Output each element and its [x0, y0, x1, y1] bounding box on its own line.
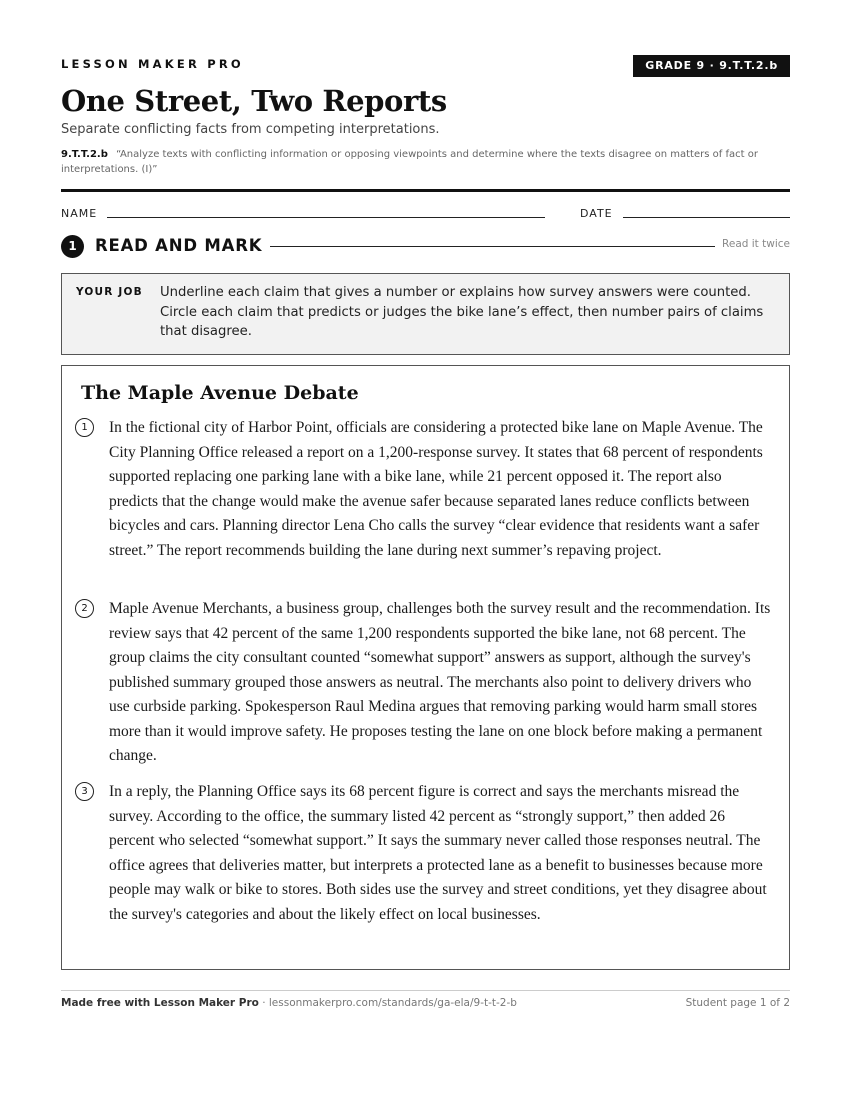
section-divider — [270, 246, 715, 247]
reading-passage-box — [61, 365, 790, 970]
paragraph-text: In a reply, the Planning Office says its 68 percent figure is correct and says the merchants misread the survey. According to the office, the summary listed 42 percent as “strongly support,” then added 26 percent who selected “somewhat support.” It says the summary never called those responses neutral. The office agrees that deliveries matter, but interprets a protected lane as a benefit to businesses because more people may walk or bike to stores. Both sides use the survey and street conditions, yet they disagree about the survey's categories and about the likely effect on local businesses. — [109, 783, 767, 923]
grade-badge: GRADE 9 · 9.T.T.2.b — [633, 55, 790, 77]
page-number: Student page 1 of 2 — [685, 997, 790, 1009]
name-date-row — [61, 206, 790, 222]
paragraph-number: 3 — [75, 782, 94, 801]
page-footer — [61, 997, 790, 1009]
paragraph-number: 1 — [75, 418, 94, 437]
header-divider — [61, 189, 790, 192]
date-field-line[interactable] — [623, 217, 790, 218]
name-label: NAME — [61, 207, 98, 220]
page-title: One Street, Two Reports — [61, 84, 447, 118]
standard-description — [61, 147, 790, 177]
paragraph-text: Maple Avenue Merchants, a business group, challenges both the survey result and the recommendation. Its review says that 42 percent of the same 1,200 respondents supported the bike lane, not 68 percent. The group claims the city consultant counted “somewhat support” answers as support, although the survey's published summary grouped those answers as neutral. The merchants also point to delivery drivers who use curbside parking. Spokesperson Raul Medina argues that removing parking would harm small stores more than it would improve safety. He proposes testing the lane on one block before making a permanent change. — [109, 600, 771, 764]
passage-title: The Maple Avenue Debate — [81, 382, 359, 404]
name-field-line[interactable] — [107, 217, 545, 218]
standard-text: “Analyze texts with conflicting information or opposing viewpoints and determine where the texts disagree on matters of fact or interpretations. (I)” — [61, 149, 758, 175]
section-header — [61, 235, 790, 259]
top-bar — [61, 56, 790, 78]
footer-divider — [61, 990, 790, 991]
instructions-box — [61, 273, 790, 355]
date-label: DATE — [580, 207, 613, 220]
footer-credit: Made free with Lesson Maker Pro — [61, 997, 259, 1009]
paragraph-text: In the fictional city of Harbor Point, officials are considering a protected bike lane on Maple Avenue. The City Planning Office released a report on a 1,200-response survey. It states that 68 percent of respondents supported replacing one parking lane with a bike lane, while 21 percent opposed it. The report also predicts that the change would make the avenue safer because separated lanes reduce conflicts between bicycles and cars. Planning director Lena Cho calls the survey “clear evidence that residents want a safer street.” The report recommends building the lane during next summer’s repaving project. — [109, 419, 763, 559]
paragraph-number: 2 — [75, 599, 94, 618]
page-subtitle: Separate conflicting facts from competing interpretations. — [61, 122, 440, 137]
standard-code: 9.T.T.2.b — [61, 149, 108, 160]
footer-url[interactable]: · lessonmakerpro.com/standards/ga-ela/9-t-t-2-b — [258, 997, 517, 1009]
section-title: READ AND MARK — [95, 236, 263, 255]
instructions-label: YOUR JOB — [76, 286, 143, 298]
section-note: Read it twice — [722, 238, 790, 250]
section-number-badge: 1 — [61, 235, 84, 258]
instructions-text: Underline each claim that gives a number or explains how survey answers were counted. Circle each claim that predicts or judges the bike lane’s effect, then number pairs of claims that disagree. — [160, 285, 764, 339]
brand-name: LESSON MAKER PRO — [61, 57, 244, 71]
